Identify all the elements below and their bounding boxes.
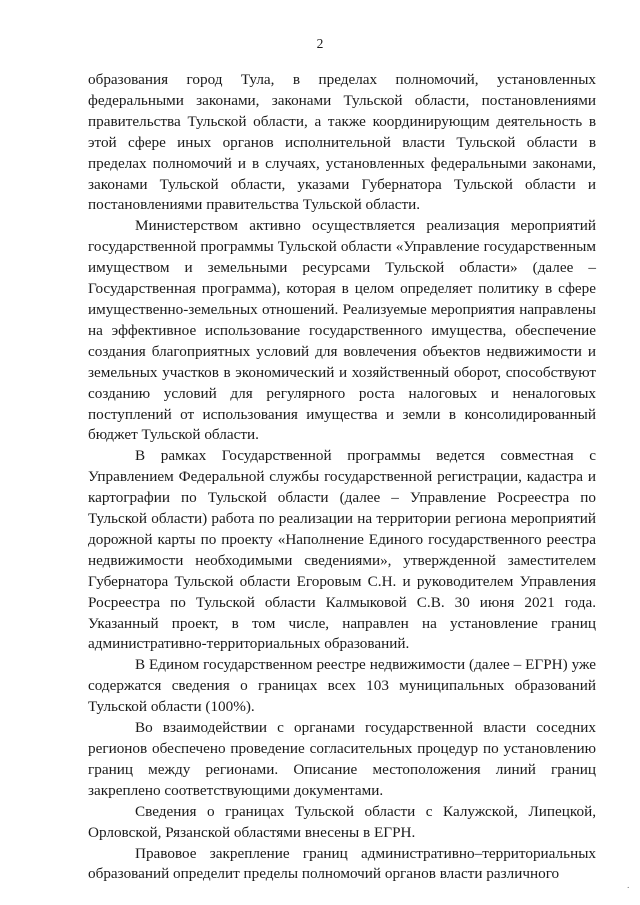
document-body xyxy=(88,70,596,885)
paragraph-legal-borders: Правовое закрепление границ административно–территориальных образований определит пределы полномочий органов власти различного xyxy=(88,844,596,883)
paragraph-state-program: Министерством активно осуществляется реализация мероприятий государственной программы Тульской области «Управление государственным имуществом и земельными ресурсами Тульской области» (далее – Государственная программа), которая в целом определяет политику в сфере имущественно-земельных отношений. Реализуемые мероприятия направлены на эффективное использование государственного имущества, обеспечение создания благоприятных условий для вовлечения объектов недвижимости и земельных участков в экономический и хозяйственный оборот, способствуют созданию условий для регулярного роста налоговых и неналоговых поступлений от использования имущества и земли в консолидированный бюджет Тульской области. xyxy=(88,217,596,444)
page-number: 2 xyxy=(316,36,324,51)
paragraph-border-regions: Сведения о границах Тульской области с Калужской, Липецкой, Орловской, Рязанской областями внесены в ЕГРН. xyxy=(88,802,596,841)
paragraph-neighbor-regions: Во взаимодействии с органами государственной власти соседних регионов обеспечено проведение согласительных процедур по установлению границ между регионами. Описание местоположения линий границ закреплено соответствующими документами. xyxy=(88,719,596,799)
paragraph-continuation: образования город Тула, в пределах полномочий, установленных федеральными законами, законами Тульской области, постановлениями правительства Тульской области, а также координирующим деятельность в этой сфере иных органов исполнительной власти Тульской области в пределах полномочий и в случаях, установленных федеральными законами, законами Тульской области, указами Губернатора Тульской области и постановлениями правительства Тульской области. xyxy=(88,71,596,214)
paragraph-rosreestr-roadmap: В рамках Государственной программы ведется совместная с Управлением Федеральной службы государственной регистрации, кадастра и картографии по Тульской области (далее – Управление Росреестра по Тульской области) работа по реализации на территории региона мероприятий дорожной карты по проекту «Наполнение Единого государственного реестра недвижимости необходимыми сведениями», утвержденной заместителем Губернатора Тульской области Егоровым С.Н. и руководителем Управления Росреестра по Тульской области Калмыковой С.В. 30 июня 2021 года. Указанный проект, в том числе, направлен на установление границ административно-территориальных образований. xyxy=(88,447,596,653)
corner-mark: ˙ xyxy=(626,885,630,897)
paragraph-egrn-municipal: В Едином государственном реестре недвижимости (далее – ЕГРН) уже содержатся сведения о границах всех 103 муниципальных образований Тульской области (100%). xyxy=(88,656,596,716)
